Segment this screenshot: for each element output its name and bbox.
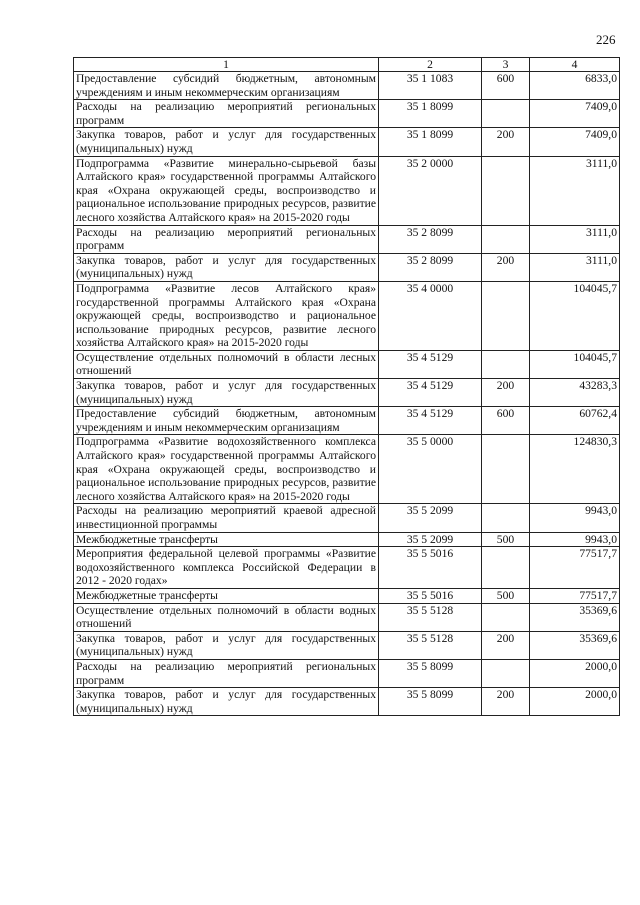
row-amount: 7409,0 xyxy=(530,100,620,128)
row-code: 35 5 5128 xyxy=(379,631,482,659)
budget-table xyxy=(73,57,620,716)
row-amount: 3111,0 xyxy=(530,253,620,281)
page-number: 226 xyxy=(596,32,616,47)
row-expense-type xyxy=(482,281,530,350)
column-header: 2 xyxy=(379,58,482,72)
row-description: Закупка товаров, работ и услуг для государственных (муниципальных) нужд xyxy=(74,631,379,659)
row-description: Предоставление субсидий бюджетным, автономным учреждениям и иным некоммерческим организациям xyxy=(74,72,379,100)
row-expense-type: 200 xyxy=(482,128,530,156)
row-code: 35 2 8099 xyxy=(379,253,482,281)
row-amount: 3111,0 xyxy=(530,225,620,253)
table-row xyxy=(74,588,620,603)
row-amount: 77517,7 xyxy=(530,588,620,603)
row-expense-type xyxy=(482,504,530,532)
row-amount: 124830,3 xyxy=(530,435,620,504)
row-expense-type: 200 xyxy=(482,379,530,407)
row-description: Закупка товаров, работ и услуг для государственных (муниципальных) нужд xyxy=(74,128,379,156)
row-code: 35 4 5129 xyxy=(379,379,482,407)
table-row xyxy=(74,504,620,532)
row-amount: 3111,0 xyxy=(530,156,620,225)
row-amount: 9943,0 xyxy=(530,504,620,532)
row-code: 35 5 8099 xyxy=(379,688,482,716)
table-row xyxy=(74,659,620,687)
row-expense-type: 500 xyxy=(482,532,530,547)
table-row xyxy=(74,156,620,225)
row-description: Закупка товаров, работ и услуг для государственных (муниципальных) нужд xyxy=(74,379,379,407)
row-description: Осуществление отдельных полномочий в области водных отношений xyxy=(74,603,379,631)
row-code: 35 4 5129 xyxy=(379,407,482,435)
row-code: 35 1 8099 xyxy=(379,100,482,128)
row-description: Подпрограмма «Развитие лесов Алтайского края» государственной программы Алтайского края «Охрана окружающей среды, воспроизводство и рациональное использование природных ресурсов, развитие лесного хозяйства Алтайского края» на 2015-2020 годы xyxy=(74,281,379,350)
table-row xyxy=(74,532,620,547)
row-amount: 77517,7 xyxy=(530,547,620,589)
row-expense-type: 200 xyxy=(482,253,530,281)
table-row xyxy=(74,379,620,407)
row-expense-type xyxy=(482,435,530,504)
row-description: Межбюджетные трансферты xyxy=(74,532,379,547)
row-expense-type: 600 xyxy=(482,72,530,100)
row-code: 35 5 5128 xyxy=(379,603,482,631)
table-header-row xyxy=(74,58,620,72)
row-expense-type xyxy=(482,547,530,589)
row-description: Расходы на реализацию мероприятий региональных программ xyxy=(74,100,379,128)
row-code: 35 5 2099 xyxy=(379,504,482,532)
row-amount: 7409,0 xyxy=(530,128,620,156)
row-description: Подпрограмма «Развитие минерально-сырьевой базы Алтайского края» государственной программы Алтайского края «Охрана окружающей среды, воспроизводство и рациональное использование природных ресурсов, развитие лесного хозяйства Алтайского края» на 2015-2020 годы xyxy=(74,156,379,225)
row-code: 35 1 8099 xyxy=(379,128,482,156)
row-expense-type xyxy=(482,350,530,378)
row-expense-type xyxy=(482,156,530,225)
row-description: Подпрограмма «Развитие водохозяйственного комплекса Алтайского края» государственной программы Алтайского края «Охрана окружающей среды, воспроизводство и рациональное использование природных ресурсов, развитие лесного хозяйства Алтайского края» на 2015-2020 годы xyxy=(74,435,379,504)
row-code: 35 5 8099 xyxy=(379,659,482,687)
row-code: 35 1 1083 xyxy=(379,72,482,100)
row-expense-type xyxy=(482,100,530,128)
table-row xyxy=(74,225,620,253)
row-code: 35 5 0000 xyxy=(379,435,482,504)
row-amount: 104045,7 xyxy=(530,350,620,378)
row-expense-type: 200 xyxy=(482,631,530,659)
row-description: Расходы на реализацию мероприятий региональных программ xyxy=(74,225,379,253)
table-row xyxy=(74,547,620,589)
table-row xyxy=(74,128,620,156)
table-row xyxy=(74,72,620,100)
row-amount: 35369,6 xyxy=(530,631,620,659)
table-row xyxy=(74,350,620,378)
row-amount: 104045,7 xyxy=(530,281,620,350)
row-expense-type xyxy=(482,659,530,687)
row-description: Закупка товаров, работ и услуг для государственных (муниципальных) нужд xyxy=(74,253,379,281)
row-code: 35 4 5129 xyxy=(379,350,482,378)
row-description: Расходы на реализацию мероприятий региональных программ xyxy=(74,659,379,687)
row-code: 35 2 8099 xyxy=(379,225,482,253)
row-description: Межбюджетные трансферты xyxy=(74,588,379,603)
table-row xyxy=(74,100,620,128)
table-row xyxy=(74,407,620,435)
row-description: Осуществление отдельных полномочий в области лесных отношений xyxy=(74,350,379,378)
table-row xyxy=(74,281,620,350)
row-amount: 2000,0 xyxy=(530,688,620,716)
row-expense-type: 200 xyxy=(482,688,530,716)
row-amount: 60762,4 xyxy=(530,407,620,435)
row-expense-type xyxy=(482,225,530,253)
row-code: 35 5 5016 xyxy=(379,588,482,603)
column-header: 3 xyxy=(482,58,530,72)
column-header: 4 xyxy=(530,58,620,72)
row-description: Закупка товаров, работ и услуг для государственных (муниципальных) нужд xyxy=(74,688,379,716)
column-header: 1 xyxy=(74,58,379,72)
row-expense-type: 500 xyxy=(482,588,530,603)
row-code: 35 5 2099 xyxy=(379,532,482,547)
table-row xyxy=(74,253,620,281)
row-description: Предоставление субсидий бюджетным, автономным учреждениям и иным некоммерческим организациям xyxy=(74,407,379,435)
table-body xyxy=(74,72,620,716)
row-amount: 9943,0 xyxy=(530,532,620,547)
table-row xyxy=(74,435,620,504)
row-amount: 6833,0 xyxy=(530,72,620,100)
row-expense-type xyxy=(482,603,530,631)
row-code: 35 5 5016 xyxy=(379,547,482,589)
row-expense-type: 600 xyxy=(482,407,530,435)
row-code: 35 4 0000 xyxy=(379,281,482,350)
row-amount: 35369,6 xyxy=(530,603,620,631)
row-code: 35 2 0000 xyxy=(379,156,482,225)
row-amount: 2000,0 xyxy=(530,659,620,687)
row-amount: 43283,3 xyxy=(530,379,620,407)
row-description: Мероприятия федеральной целевой программы «Развитие водохозяйственного комплекса Российской Федерации в 2012 - 2020 годах» xyxy=(74,547,379,589)
row-description: Расходы на реализацию мероприятий краевой адресной инвестиционной программы xyxy=(74,504,379,532)
table-row xyxy=(74,631,620,659)
table-row xyxy=(74,688,620,716)
table-row xyxy=(74,603,620,631)
